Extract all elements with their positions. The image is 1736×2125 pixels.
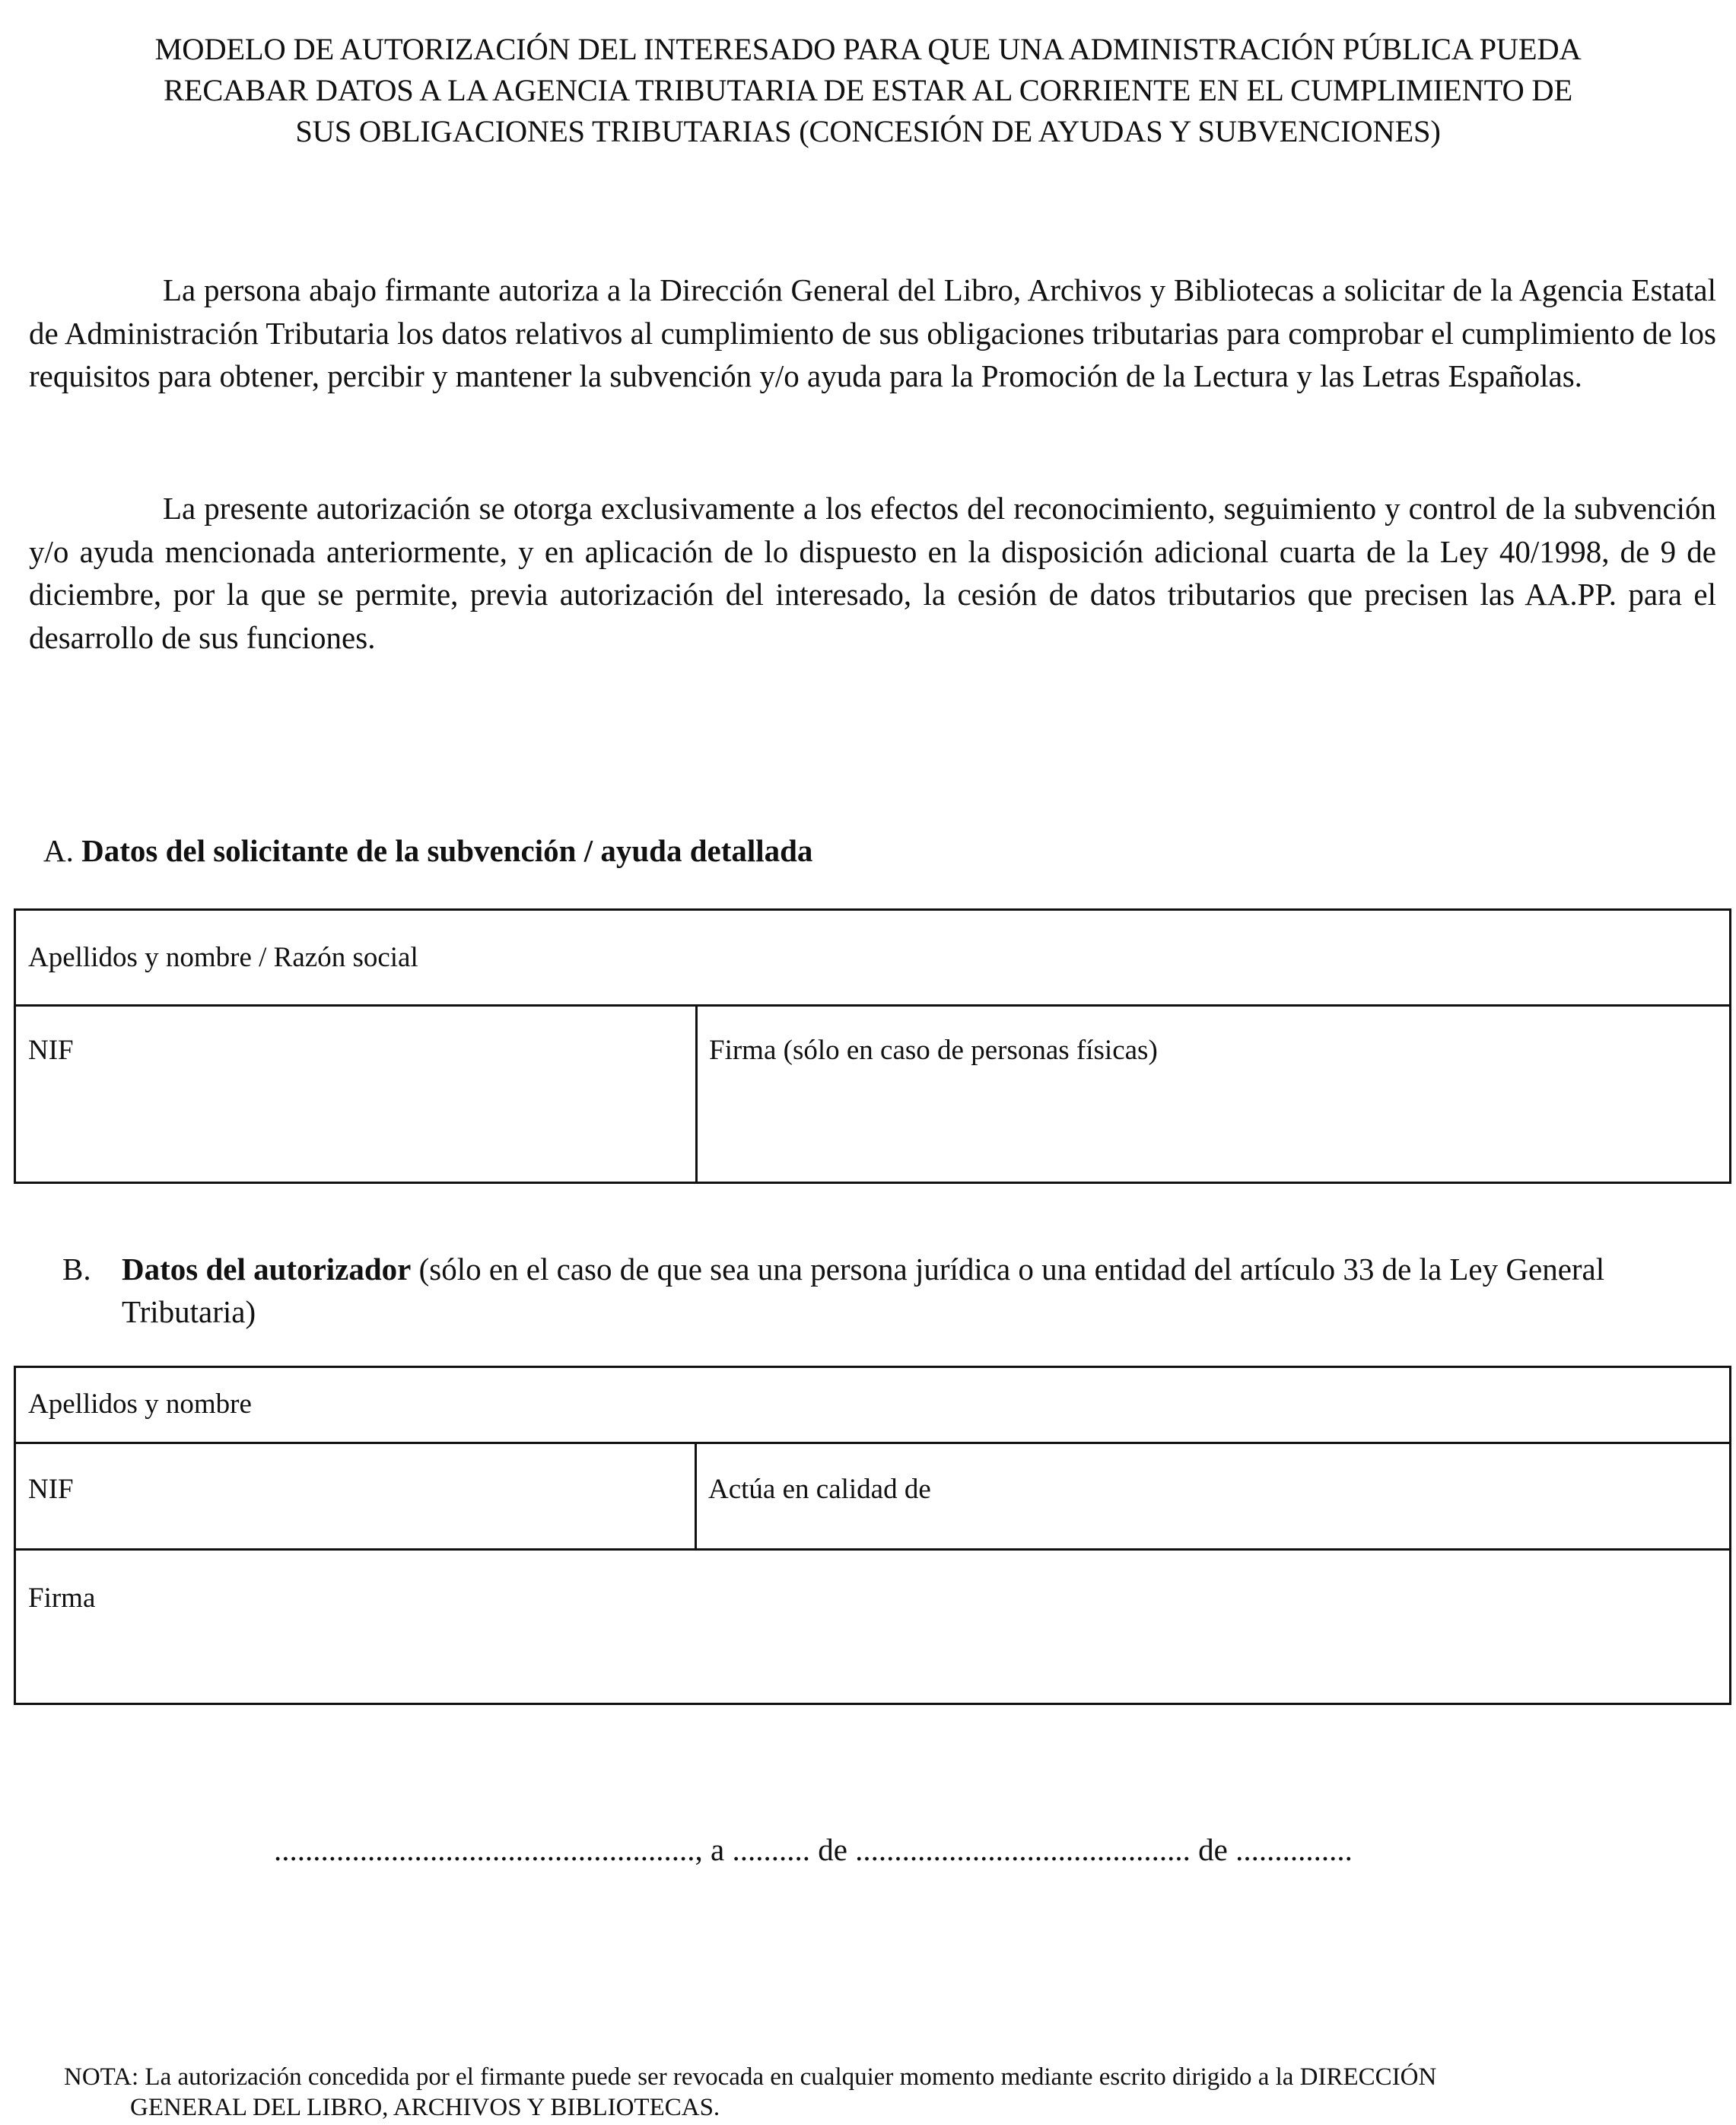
section-a-title: Datos del solicitante de la subvención / ayuda detallada xyxy=(81,833,813,868)
applicant-table-divider xyxy=(14,1004,1731,1007)
section-b-heading xyxy=(62,1248,1717,1333)
scope-paragraph-text: La presente autorización se otorga exclusivamente a los efectos del reconocimiento, seguimiento y control de la subvención y/o ayuda mencionada anteriormente, y en aplicación de lo dispuesto en la disposición adicional cuarta de la Ley 40/1998, de 9 de diciembre, por la que se permite, previa autorización del interesado, la cesión de datos tributarios que precisen las AA.PP. para el desarrollo de sus funciones. xyxy=(29,491,1716,655)
title-line-3: SUS OBLIGACIONES TRIBUTARIAS (CONCESIÓN DE AYUDAS Y SUBVENCIONES) xyxy=(295,114,1441,148)
nota-line-1: NOTA: La autorización concedida por el firmante puede ser revocada en cualquier momento mediante escrito dirigido a la DIRECCIÓN xyxy=(64,2063,1437,2091)
authorizer-name-field[interactable]: Apellidos y nombre xyxy=(28,1389,252,1420)
authorizer-table-divider-1 xyxy=(14,1442,1731,1444)
authorization-paragraph-text: La persona abajo firmante autoriza a la Dirección General del Libro, Archivos y Bibliotecas a solicitar de la Agencia Estatal de Administración Tributaria los datos relativos al cumplimiento de sus obligaciones tributarias para comprobar el cumplimiento de los requisitos para obtener, percibir y mantener la subvención y/o ayuda para la Promoción de la Lectura y las Letras Españolas. xyxy=(29,272,1716,393)
authorizer-table-column-divider xyxy=(695,1442,697,1548)
authorizer-table-divider-2 xyxy=(14,1548,1731,1551)
nota xyxy=(64,2062,1722,2123)
nota-line-2: GENERAL DEL LIBRO, ARCHIVOS Y BIBLIOTECAS. xyxy=(130,2094,720,2121)
authorizer-table xyxy=(14,1366,1731,1705)
section-b-title: Datos del autorizador xyxy=(122,1252,412,1287)
scope-paragraph xyxy=(29,487,1716,659)
section-b-note: (sólo en el caso de que sea una persona jurídica o una entidad del artículo 33 de la Ley General Tributaria) xyxy=(122,1252,1605,1329)
place-date-line[interactable]: ......................................................, a .......... de ........................................... de ............... xyxy=(274,1832,1353,1867)
section-b-letter: B. xyxy=(62,1252,91,1287)
applicant-table-column-divider xyxy=(695,1004,698,1184)
title-line-1: MODELO DE AUTORIZACIÓN DEL INTERESADO PARA QUE UNA ADMINISTRACIÓN PÚBLICA PUEDA xyxy=(154,32,1582,66)
section-a-letter: A. xyxy=(43,833,74,868)
section-a-heading xyxy=(43,829,812,872)
authorizer-nif-field[interactable]: NIF xyxy=(28,1474,74,1505)
applicant-name-field[interactable]: Apellidos y nombre / Razón social xyxy=(28,942,418,973)
applicant-nif-field[interactable]: NIF xyxy=(28,1035,74,1066)
document-title xyxy=(0,29,1736,152)
authorizer-capacity-field[interactable]: Actúa en calidad de xyxy=(708,1474,931,1505)
authorizer-signature-field[interactable]: Firma xyxy=(28,1583,96,1614)
title-line-2: RECABAR DATOS A LA AGENCIA TRIBUTARIA DE ESTAR AL CORRIENTE EN EL CUMPLIMIENTO DE xyxy=(163,73,1573,107)
applicant-signature-field[interactable]: Firma (sólo en caso de personas físicas) xyxy=(709,1035,1158,1066)
authorization-paragraph xyxy=(29,269,1716,398)
